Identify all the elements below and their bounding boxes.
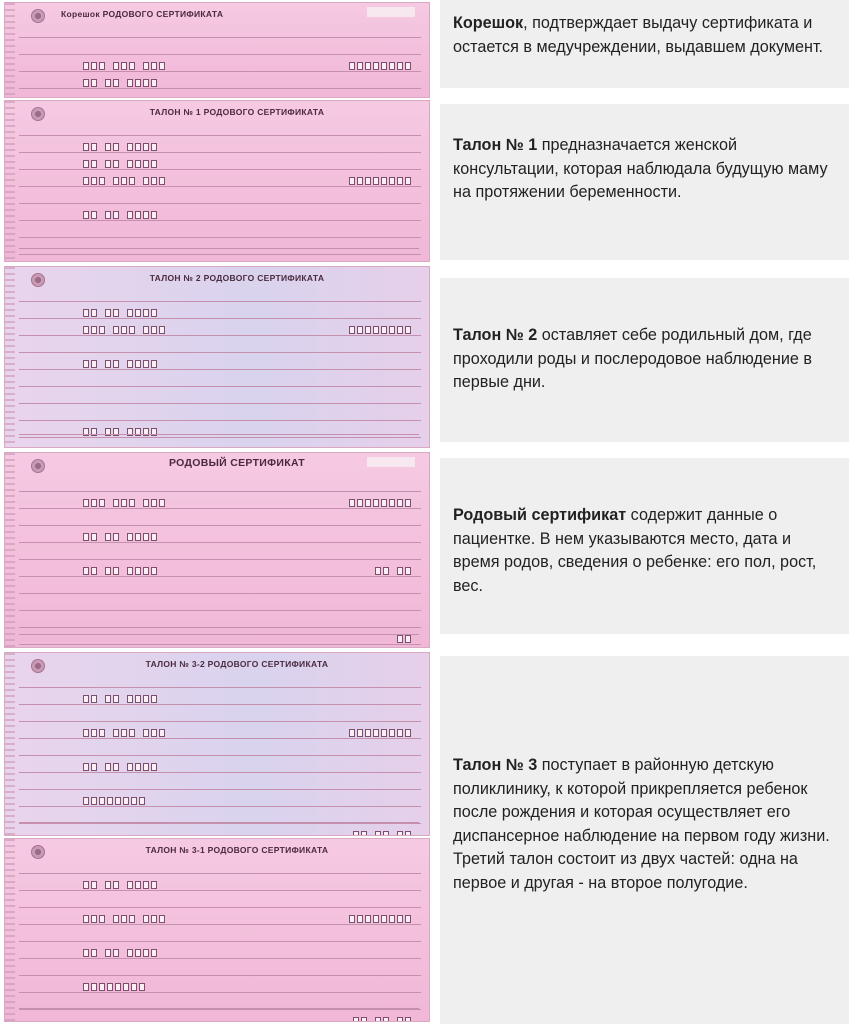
form-line — [19, 61, 421, 72]
number-field — [367, 7, 415, 17]
form-line — [19, 948, 421, 959]
form-line — [19, 931, 421, 942]
form-line — [19, 796, 421, 807]
form-line — [19, 376, 421, 387]
emblem-icon — [31, 659, 45, 673]
form-line — [19, 308, 421, 319]
panel-talon-3 — [440, 656, 849, 1024]
form-stub — [4, 2, 430, 98]
number-field — [367, 457, 415, 467]
emblem-icon — [31, 107, 45, 121]
form-title: ТАЛОН № 2 РОДОВОГО СЕРТИФИКАТА — [149, 273, 325, 283]
panel-text: Корешок, подтверждает выдачу сертификата и остается в медучреждении, выдавшем документ. — [453, 14, 824, 56]
form-title: ТАЛОН № 3-1 РОДОВОГО СЕРТИФИКАТА — [145, 845, 329, 855]
form-title: ТАЛОН № 1 РОДОВОГО СЕРТИФИКАТА — [149, 107, 325, 117]
emblem-icon — [31, 9, 45, 23]
signature-line — [19, 822, 419, 831]
perforation-strip — [5, 453, 15, 647]
form-main-certificate — [4, 452, 430, 648]
form-line — [19, 583, 421, 594]
form-line — [19, 142, 421, 153]
form-line — [19, 617, 421, 628]
form-line — [19, 193, 421, 204]
form-line — [19, 481, 421, 492]
panel-text: Талон № 3 поступает в районную детскую поликлинику, к которой прикрепляется ребенок после рождения и которая осуществляет его диспансерное наблюдение на первом году жизни. Третий талон состоит из двух частей: одна на первое и другая - на второе полугодие. — [453, 756, 830, 892]
form-line — [19, 863, 421, 874]
form-line — [19, 694, 421, 705]
perforation-strip — [5, 267, 15, 447]
form-title: Корешок РОДОВОГО СЕРТИФИКАТА — [61, 9, 224, 19]
perforation-strip — [5, 839, 15, 1021]
form-line — [19, 532, 421, 543]
panel-talon-1 — [440, 104, 849, 260]
form-line — [19, 779, 421, 790]
emblem-icon — [31, 273, 45, 287]
form-line — [19, 159, 421, 170]
panel-text: Родовый сертификат содержит данные о пациентке. В нем указываются место, дата и время родов, сведения о ребенке: его пол, рост, вес. — [453, 506, 817, 595]
signature-line — [19, 248, 419, 257]
form-line — [19, 600, 421, 611]
panel-text: Талон № 1 предназначается женской консультации, которая наблюдала будущую маму на протяжении беременности. — [453, 136, 828, 201]
form-line — [19, 549, 421, 560]
form-line — [19, 410, 421, 421]
signature-line — [19, 634, 419, 643]
signature-line — [19, 1008, 419, 1017]
form-line — [19, 515, 421, 526]
form-line — [19, 393, 421, 404]
form-line — [19, 880, 421, 891]
form-title: ТАЛОН № 3-2 РОДОВОГО СЕРТИФИКАТА — [145, 659, 329, 669]
emblem-icon — [31, 459, 45, 473]
signature-line — [19, 434, 419, 443]
form-line — [19, 897, 421, 908]
form-line — [19, 342, 421, 353]
form-line — [19, 566, 421, 577]
form-line — [19, 291, 421, 302]
form-line — [19, 745, 421, 756]
form-talon-3-1 — [4, 838, 430, 1022]
form-line — [19, 78, 421, 89]
panel-talon-2 — [440, 278, 849, 442]
form-line — [19, 359, 421, 370]
form-line — [19, 982, 421, 993]
form-line — [19, 498, 421, 509]
perforation-strip — [5, 3, 15, 97]
form-line — [19, 711, 421, 722]
form-line — [19, 44, 421, 55]
form-line — [19, 176, 421, 187]
emblem-icon — [31, 845, 45, 859]
form-line — [19, 677, 421, 688]
form-talon-3-2 — [4, 652, 430, 836]
perforation-strip — [5, 653, 15, 835]
form-line — [19, 227, 421, 238]
form-line — [19, 965, 421, 976]
form-talon-2 — [4, 266, 430, 448]
form-talon-1 — [4, 100, 430, 262]
form-line — [19, 762, 421, 773]
form-line — [19, 210, 421, 221]
panel-stub — [440, 0, 849, 88]
panel-text: Талон № 2 оставляет себе родильный дом, где проходили роды и послеродовое наблюдение в первые дни. — [453, 326, 812, 391]
form-line — [19, 914, 421, 925]
form-line — [19, 125, 421, 136]
form-line — [19, 728, 421, 739]
perforation-strip — [5, 101, 15, 261]
panel-main-certificate — [440, 458, 849, 634]
form-line — [19, 325, 421, 336]
form-line — [19, 27, 421, 38]
form-title: РОДОВЫЙ СЕРТИФИКАТ — [168, 457, 306, 469]
